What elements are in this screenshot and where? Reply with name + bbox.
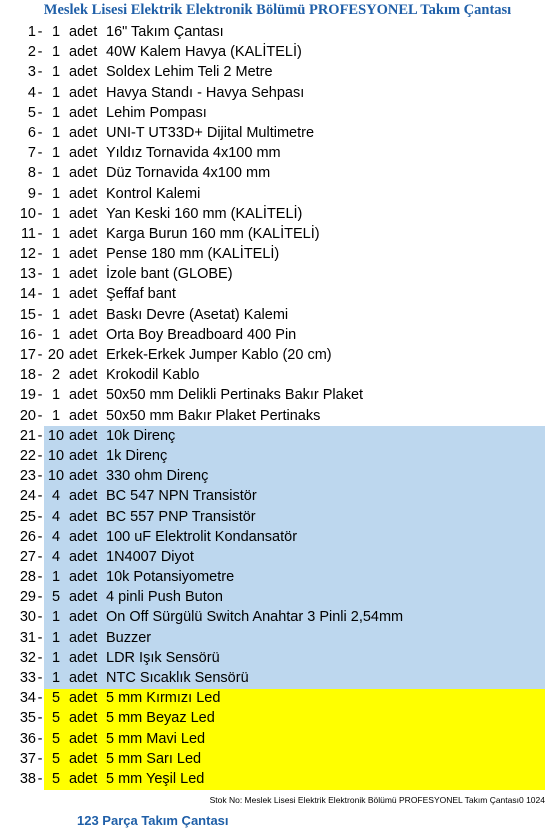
item-unit: adet — [69, 104, 98, 121]
item-unit: adet — [69, 427, 98, 444]
item-dash: - — [37, 44, 43, 61]
item-quantity: 5 — [51, 589, 61, 606]
item-dash: - — [37, 286, 43, 303]
item-quantity: 1 — [51, 306, 61, 323]
item-number: 18 — [19, 367, 36, 384]
item-number: 30 — [19, 609, 36, 626]
item-number: 1 — [27, 24, 36, 40]
footer-total: 123 Parça Takım Çantası — [77, 813, 229, 828]
list-item — [0, 648, 555, 668]
item-description: 50x50 mm Delikli Pertinaks Bakır Plaket — [106, 387, 364, 404]
list-item — [0, 688, 555, 708]
item-dash: - — [37, 589, 43, 606]
item-number: 4 — [27, 84, 36, 101]
item-quantity: 1 — [51, 205, 61, 222]
item-unit: adet — [69, 770, 98, 787]
item-unit: adet — [69, 306, 98, 323]
list-item — [0, 325, 555, 345]
item-unit: adet — [69, 649, 98, 666]
list-item — [0, 446, 555, 466]
item-quantity: 4 — [51, 548, 61, 565]
item-dash: - — [37, 447, 43, 464]
item-dash: - — [37, 124, 43, 141]
item-description: 5 mm Yeşil Led — [106, 770, 205, 787]
item-number: 15 — [19, 306, 36, 323]
item-unit: adet — [69, 225, 98, 242]
item-dash: - — [37, 427, 43, 444]
list-item — [0, 103, 555, 123]
item-dash: - — [37, 770, 43, 787]
item-description: Baskı Devre (Asetat) Kalemi — [106, 306, 289, 323]
item-description: 16" Takım Çantası — [106, 24, 224, 40]
item-quantity: 1 — [51, 387, 61, 404]
item-quantity: 1 — [51, 84, 61, 101]
item-quantity: 1 — [51, 266, 61, 283]
item-description: Pense 180 mm (KALİTELİ) — [106, 246, 280, 263]
list-item — [0, 607, 555, 627]
item-description: 40W Kalem Havya (KALİTELİ) — [106, 44, 302, 61]
list-item — [0, 587, 555, 607]
item-quantity: 1 — [51, 649, 61, 666]
item-unit: adet — [69, 750, 98, 767]
item-unit: adet — [69, 548, 98, 565]
list-item — [0, 385, 555, 405]
item-number: 2 — [27, 44, 36, 61]
list-item — [0, 345, 555, 365]
item-dash: - — [37, 387, 43, 404]
item-number: 16 — [19, 326, 36, 343]
item-unit: adet — [69, 246, 98, 263]
item-dash: - — [37, 629, 43, 646]
list-item — [0, 224, 555, 244]
item-description: Kontrol Kalemi — [106, 185, 201, 202]
item-number: 14 — [19, 286, 36, 303]
item-dash: - — [37, 104, 43, 121]
item-description: 10k Potansiyometre — [106, 569, 235, 586]
item-number: 21 — [19, 427, 36, 444]
item-quantity: 1 — [51, 569, 61, 586]
item-number: 35 — [19, 710, 36, 727]
item-dash: - — [37, 185, 43, 202]
item-quantity: 1 — [51, 670, 61, 686]
item-description: Yıldız Tornavida 4x100 mm — [106, 145, 281, 162]
item-quantity: 5 — [51, 770, 61, 787]
item-number: 28 — [19, 569, 36, 586]
list-item — [0, 426, 555, 446]
item-number: 11 — [20, 225, 36, 242]
item-unit: adet — [69, 407, 98, 424]
item-quantity: 4 — [51, 488, 61, 505]
item-quantity: 1 — [51, 104, 61, 121]
list-item — [0, 204, 555, 224]
list-item — [0, 305, 555, 325]
item-unit: adet — [69, 710, 98, 727]
item-number: 25 — [19, 508, 36, 525]
item-number: 29 — [19, 589, 36, 606]
item-dash: - — [37, 225, 43, 242]
item-dash: - — [37, 246, 43, 263]
item-unit: adet — [69, 24, 98, 40]
list-item — [0, 729, 555, 749]
list-item — [0, 62, 555, 82]
list-item — [0, 143, 555, 163]
item-unit: adet — [69, 690, 98, 707]
item-unit: adet — [69, 387, 98, 404]
list-item — [0, 567, 555, 587]
item-unit: adet — [69, 589, 98, 606]
list-item — [0, 547, 555, 567]
item-dash: - — [37, 569, 43, 586]
item-unit: adet — [69, 165, 98, 182]
item-description: Havya Standı - Havya Sehpası — [106, 84, 305, 101]
item-number: 32 — [19, 649, 36, 666]
item-unit: adet — [69, 609, 98, 626]
item-unit: adet — [69, 84, 98, 101]
item-description: BC 547 NPN Transistör — [106, 488, 257, 505]
item-number: 13 — [19, 266, 36, 283]
item-description: 330 ohm Direnç — [106, 468, 209, 485]
item-number: 24 — [19, 488, 36, 505]
item-dash: - — [37, 670, 43, 686]
list-item — [0, 628, 555, 648]
list-item — [0, 184, 555, 204]
item-quantity: 1 — [51, 246, 61, 263]
item-description: 10k Direnç — [106, 427, 176, 444]
list-item — [0, 244, 555, 264]
stock-note: Stok No: Meslek Lisesi Elektrik Elektronik Bölümü PROFESYONEL Takım Çantası0 1024 — [209, 795, 545, 805]
item-quantity: 1 — [51, 326, 61, 343]
item-quantity: 10 — [47, 468, 65, 485]
item-number: 26 — [19, 528, 36, 545]
item-description: 5 mm Sarı Led — [106, 750, 202, 767]
item-description: 1N4007 Diyot — [106, 548, 194, 565]
item-dash: - — [37, 64, 43, 81]
item-unit: adet — [69, 185, 98, 202]
item-number: 8 — [27, 165, 36, 182]
item-number: 36 — [19, 730, 36, 747]
item-unit: adet — [69, 730, 98, 747]
item-unit: adet — [69, 124, 98, 141]
item-number: 27 — [19, 548, 36, 565]
list-item — [0, 163, 555, 183]
item-dash: - — [37, 528, 43, 545]
item-quantity: 1 — [51, 64, 61, 81]
list-item — [0, 507, 555, 527]
item-number: 9 — [27, 185, 36, 202]
item-unit: adet — [69, 367, 98, 384]
item-number: 19 — [19, 387, 36, 404]
item-dash: - — [37, 750, 43, 767]
list-item — [0, 527, 555, 547]
item-dash: - — [37, 145, 43, 162]
item-quantity: 5 — [51, 730, 61, 747]
list-item — [0, 42, 555, 62]
item-unit: adet — [69, 569, 98, 586]
list-item — [0, 708, 555, 728]
item-quantity: 1 — [51, 124, 61, 141]
item-description: BC 557 PNP Transistör — [106, 508, 256, 525]
item-description: On Off Sürgülü Switch Anahtar 3 Pinli 2,54mm — [106, 609, 404, 626]
item-quantity: 1 — [51, 24, 61, 40]
item-dash: - — [37, 468, 43, 485]
item-description: Şeffaf bant — [106, 286, 176, 303]
item-dash: - — [37, 367, 43, 384]
item-description: NTC Sıcaklık Sensörü — [106, 670, 249, 686]
item-description: İzole bant (GLOBE) — [106, 266, 233, 283]
item-description: Krokodil Kablo — [106, 367, 200, 384]
item-quantity: 1 — [51, 629, 61, 646]
item-number: 37 — [19, 750, 36, 767]
item-number: 20 — [19, 407, 36, 424]
page-title: Meslek Lisesi Elektrik Elektronik Bölümü PROFESYONEL Takım Çantası — [43, 2, 512, 18]
item-description: 1k Direnç — [106, 447, 168, 464]
item-description: 5 mm Mavi Led — [106, 730, 206, 747]
item-unit: adet — [69, 508, 98, 525]
item-unit: adet — [69, 145, 98, 162]
item-unit: adet — [69, 326, 98, 343]
list-item — [0, 123, 555, 143]
item-quantity: 20 — [47, 347, 65, 363]
item-dash: - — [37, 508, 43, 525]
item-number: 17 — [19, 347, 36, 363]
item-unit: adet — [69, 347, 98, 363]
item-description: 4 pinli Push Buton — [106, 589, 223, 606]
item-unit: adet — [69, 670, 98, 686]
item-description: 50x50 mm Bakır Plaket Pertinaks — [106, 407, 321, 424]
item-number: 22 — [19, 447, 36, 464]
list-item — [0, 83, 555, 103]
item-quantity: 1 — [51, 145, 61, 162]
item-dash: - — [37, 407, 43, 424]
item-description: Yan Keski 160 mm (KALİTELİ) — [106, 205, 303, 222]
item-number: 34 — [19, 690, 36, 707]
list-item — [0, 22, 555, 42]
item-quantity: 2 — [51, 367, 61, 384]
item-dash: - — [37, 710, 43, 727]
item-description: 5 mm Beyaz Led — [106, 710, 215, 727]
item-number: 23 — [19, 468, 36, 485]
item-number: 38 — [19, 770, 36, 787]
item-quantity: 1 — [51, 225, 61, 242]
item-unit: adet — [69, 64, 98, 81]
item-dash: - — [37, 205, 43, 222]
item-quantity: 4 — [51, 508, 61, 525]
item-unit: adet — [69, 44, 98, 61]
item-dash: - — [37, 84, 43, 101]
item-description: Karga Burun 160 mm (KALİTELİ) — [106, 225, 320, 242]
item-unit: adet — [69, 447, 98, 464]
item-description: UNI-T UT33D+ Dijital Multimetre — [106, 124, 315, 141]
item-quantity: 1 — [51, 407, 61, 424]
item-dash: - — [37, 24, 43, 40]
item-dash: - — [37, 347, 43, 363]
item-quantity: 5 — [51, 690, 61, 707]
item-unit: adet — [69, 286, 98, 303]
item-description: LDR Işık Sensörü — [106, 649, 220, 666]
item-dash: - — [37, 730, 43, 747]
item-unit: adet — [69, 528, 98, 545]
list-item — [0, 749, 555, 769]
item-dash: - — [37, 266, 43, 283]
list-item — [0, 466, 555, 486]
item-dash: - — [37, 165, 43, 182]
item-unit: adet — [69, 629, 98, 646]
item-quantity: 1 — [51, 609, 61, 626]
list-item — [0, 284, 555, 304]
item-unit: adet — [69, 205, 98, 222]
item-unit: adet — [69, 266, 98, 283]
item-number: 6 — [27, 124, 36, 141]
item-dash: - — [37, 326, 43, 343]
item-number: 5 — [27, 104, 36, 121]
item-quantity: 4 — [51, 528, 61, 545]
item-description: Lehim Pompası — [106, 104, 207, 121]
item-description: 5 mm Kırmızı Led — [106, 690, 221, 707]
item-number: 7 — [27, 145, 36, 162]
item-quantity: 1 — [51, 165, 61, 182]
item-number: 33 — [19, 670, 36, 686]
list-item — [0, 406, 555, 426]
item-number: 12 — [19, 246, 36, 263]
list-item — [0, 769, 555, 789]
item-number: 3 — [27, 64, 36, 81]
item-dash: - — [37, 548, 43, 565]
item-quantity: 10 — [47, 447, 65, 464]
list-item — [0, 365, 555, 385]
list-item — [0, 264, 555, 284]
item-quantity: 5 — [51, 750, 61, 767]
item-list — [0, 22, 555, 789]
item-dash: - — [37, 306, 43, 323]
item-dash: - — [37, 690, 43, 707]
list-item — [0, 486, 555, 506]
item-dash: - — [37, 609, 43, 626]
item-dash: - — [37, 488, 43, 505]
item-quantity: 10 — [47, 427, 65, 444]
list-item — [0, 668, 555, 688]
item-number: 10 — [19, 205, 36, 222]
item-unit: adet — [69, 488, 98, 505]
item-quantity: 1 — [51, 44, 61, 61]
item-description: Erkek-Erkek Jumper Kablo (20 cm) — [106, 347, 332, 363]
item-dash: - — [37, 649, 43, 666]
item-description: Düz Tornavida 4x100 mm — [106, 165, 271, 182]
item-description: 100 uF Elektrolit Kondansatör — [106, 528, 298, 545]
item-quantity: 5 — [51, 710, 61, 727]
item-number: 31 — [19, 629, 36, 646]
item-quantity: 1 — [51, 185, 61, 202]
item-unit: adet — [69, 468, 98, 485]
item-description: Orta Boy Breadboard 400 Pin — [106, 326, 297, 343]
item-description: Buzzer — [106, 629, 152, 646]
item-quantity: 1 — [51, 286, 61, 303]
item-description: Soldex Lehim Teli 2 Metre — [106, 64, 273, 81]
